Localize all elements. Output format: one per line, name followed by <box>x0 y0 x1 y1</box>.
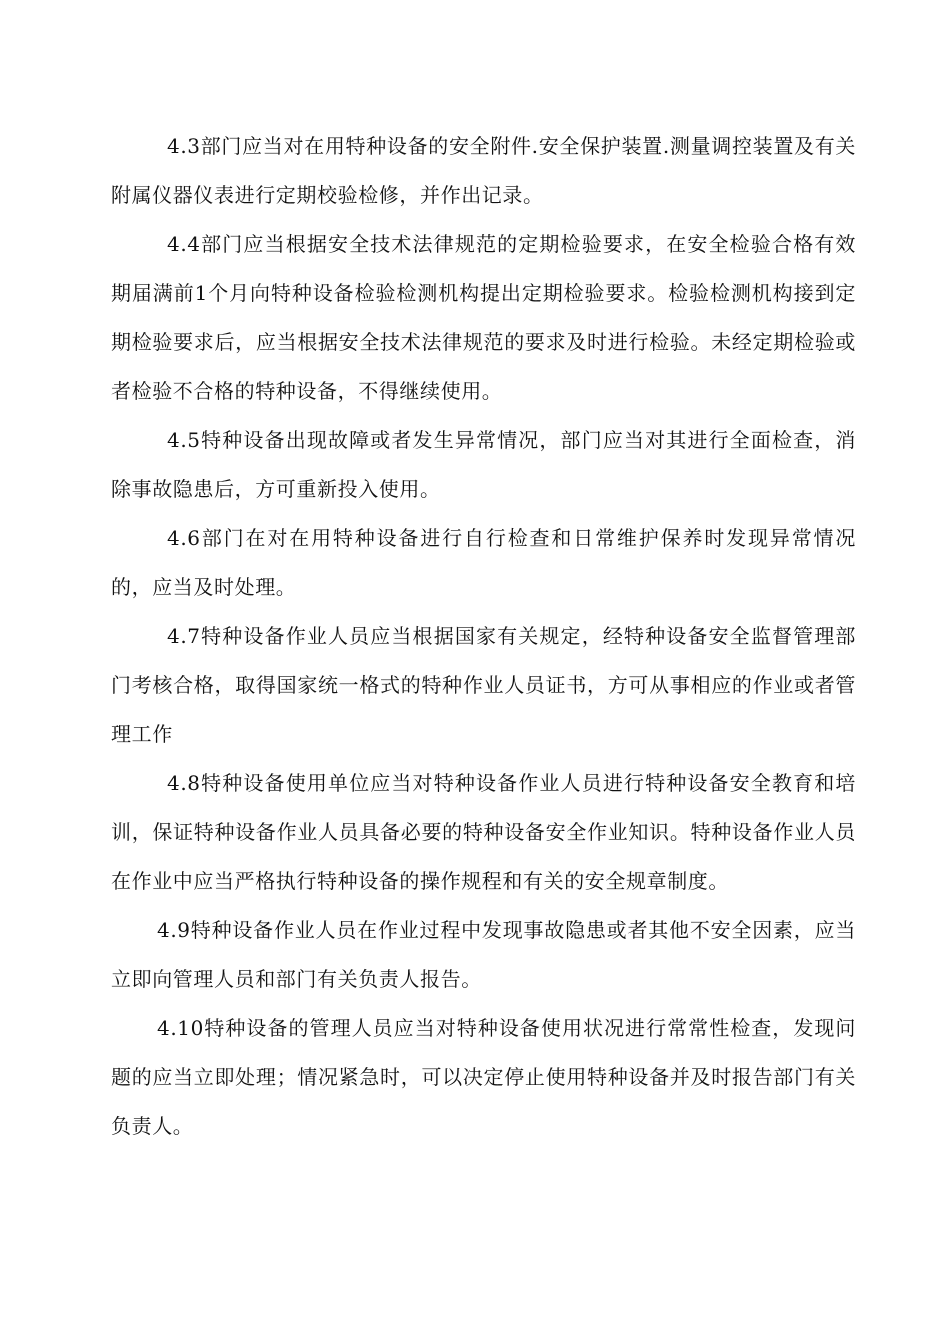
paragraph-4-9: 4.9特种设备作业人员在作业过程中发现事故隐患或者其他不安全因素，应当立即向管理人员和部门有关负责人报告。 <box>111 918 856 991</box>
paragraph-4-4: 4.4部门应当根据安全技术法律规范的定期检验要求，在安全检验合格有效期届满前1个月向特种设备检验检测机构提出定期检验要求。检验检测机构接到定期检验要求后，应当根据安全技术法律规范的要求及时进行检验。未经定期检验或者检验不合格的特种设备，不得继续使用。 <box>111 232 856 403</box>
paragraph-4-6: 4.6部门在对在用特种设备进行自行检查和日常维护保养时发现异常情况的，应当及时处理。 <box>111 526 856 599</box>
document-page <box>111 122 856 1151</box>
paragraph-4-8: 4.8特种设备使用单位应当对特种设备作业人员进行特种设备安全教育和培训，保证特种设备作业人员具备必要的特种设备安全作业知识。特种设备作业人员在作业中应当严格执行特种设备的操作规程和有关的安全规章制度。 <box>111 771 856 893</box>
paragraph-4-7: 4.7特种设备作业人员应当根据国家有关规定，经特种设备安全监督管理部门考核合格，取得国家统一格式的特种作业人员证书，方可从事相应的作业或者管理工作 <box>111 624 856 746</box>
paragraph-4-3: 4.3部门应当对在用特种设备的安全附件.安全保护装置.测量调控装置及有关附属仪器仪表进行定期校验检修，并作出记录。 <box>111 134 856 207</box>
paragraph-4-10: 4.10特种设备的管理人员应当对特种设备使用状况进行常常性检查，发现问题的应当立即处理；情况紧急时，可以决定停止使用特种设备并及时报告部门有关负责人。 <box>111 1016 856 1138</box>
paragraph-4-5: 4.5特种设备出现故障或者发生异常情况，部门应当对其进行全面检查，消除事故隐患后，方可重新投入使用。 <box>111 428 856 501</box>
